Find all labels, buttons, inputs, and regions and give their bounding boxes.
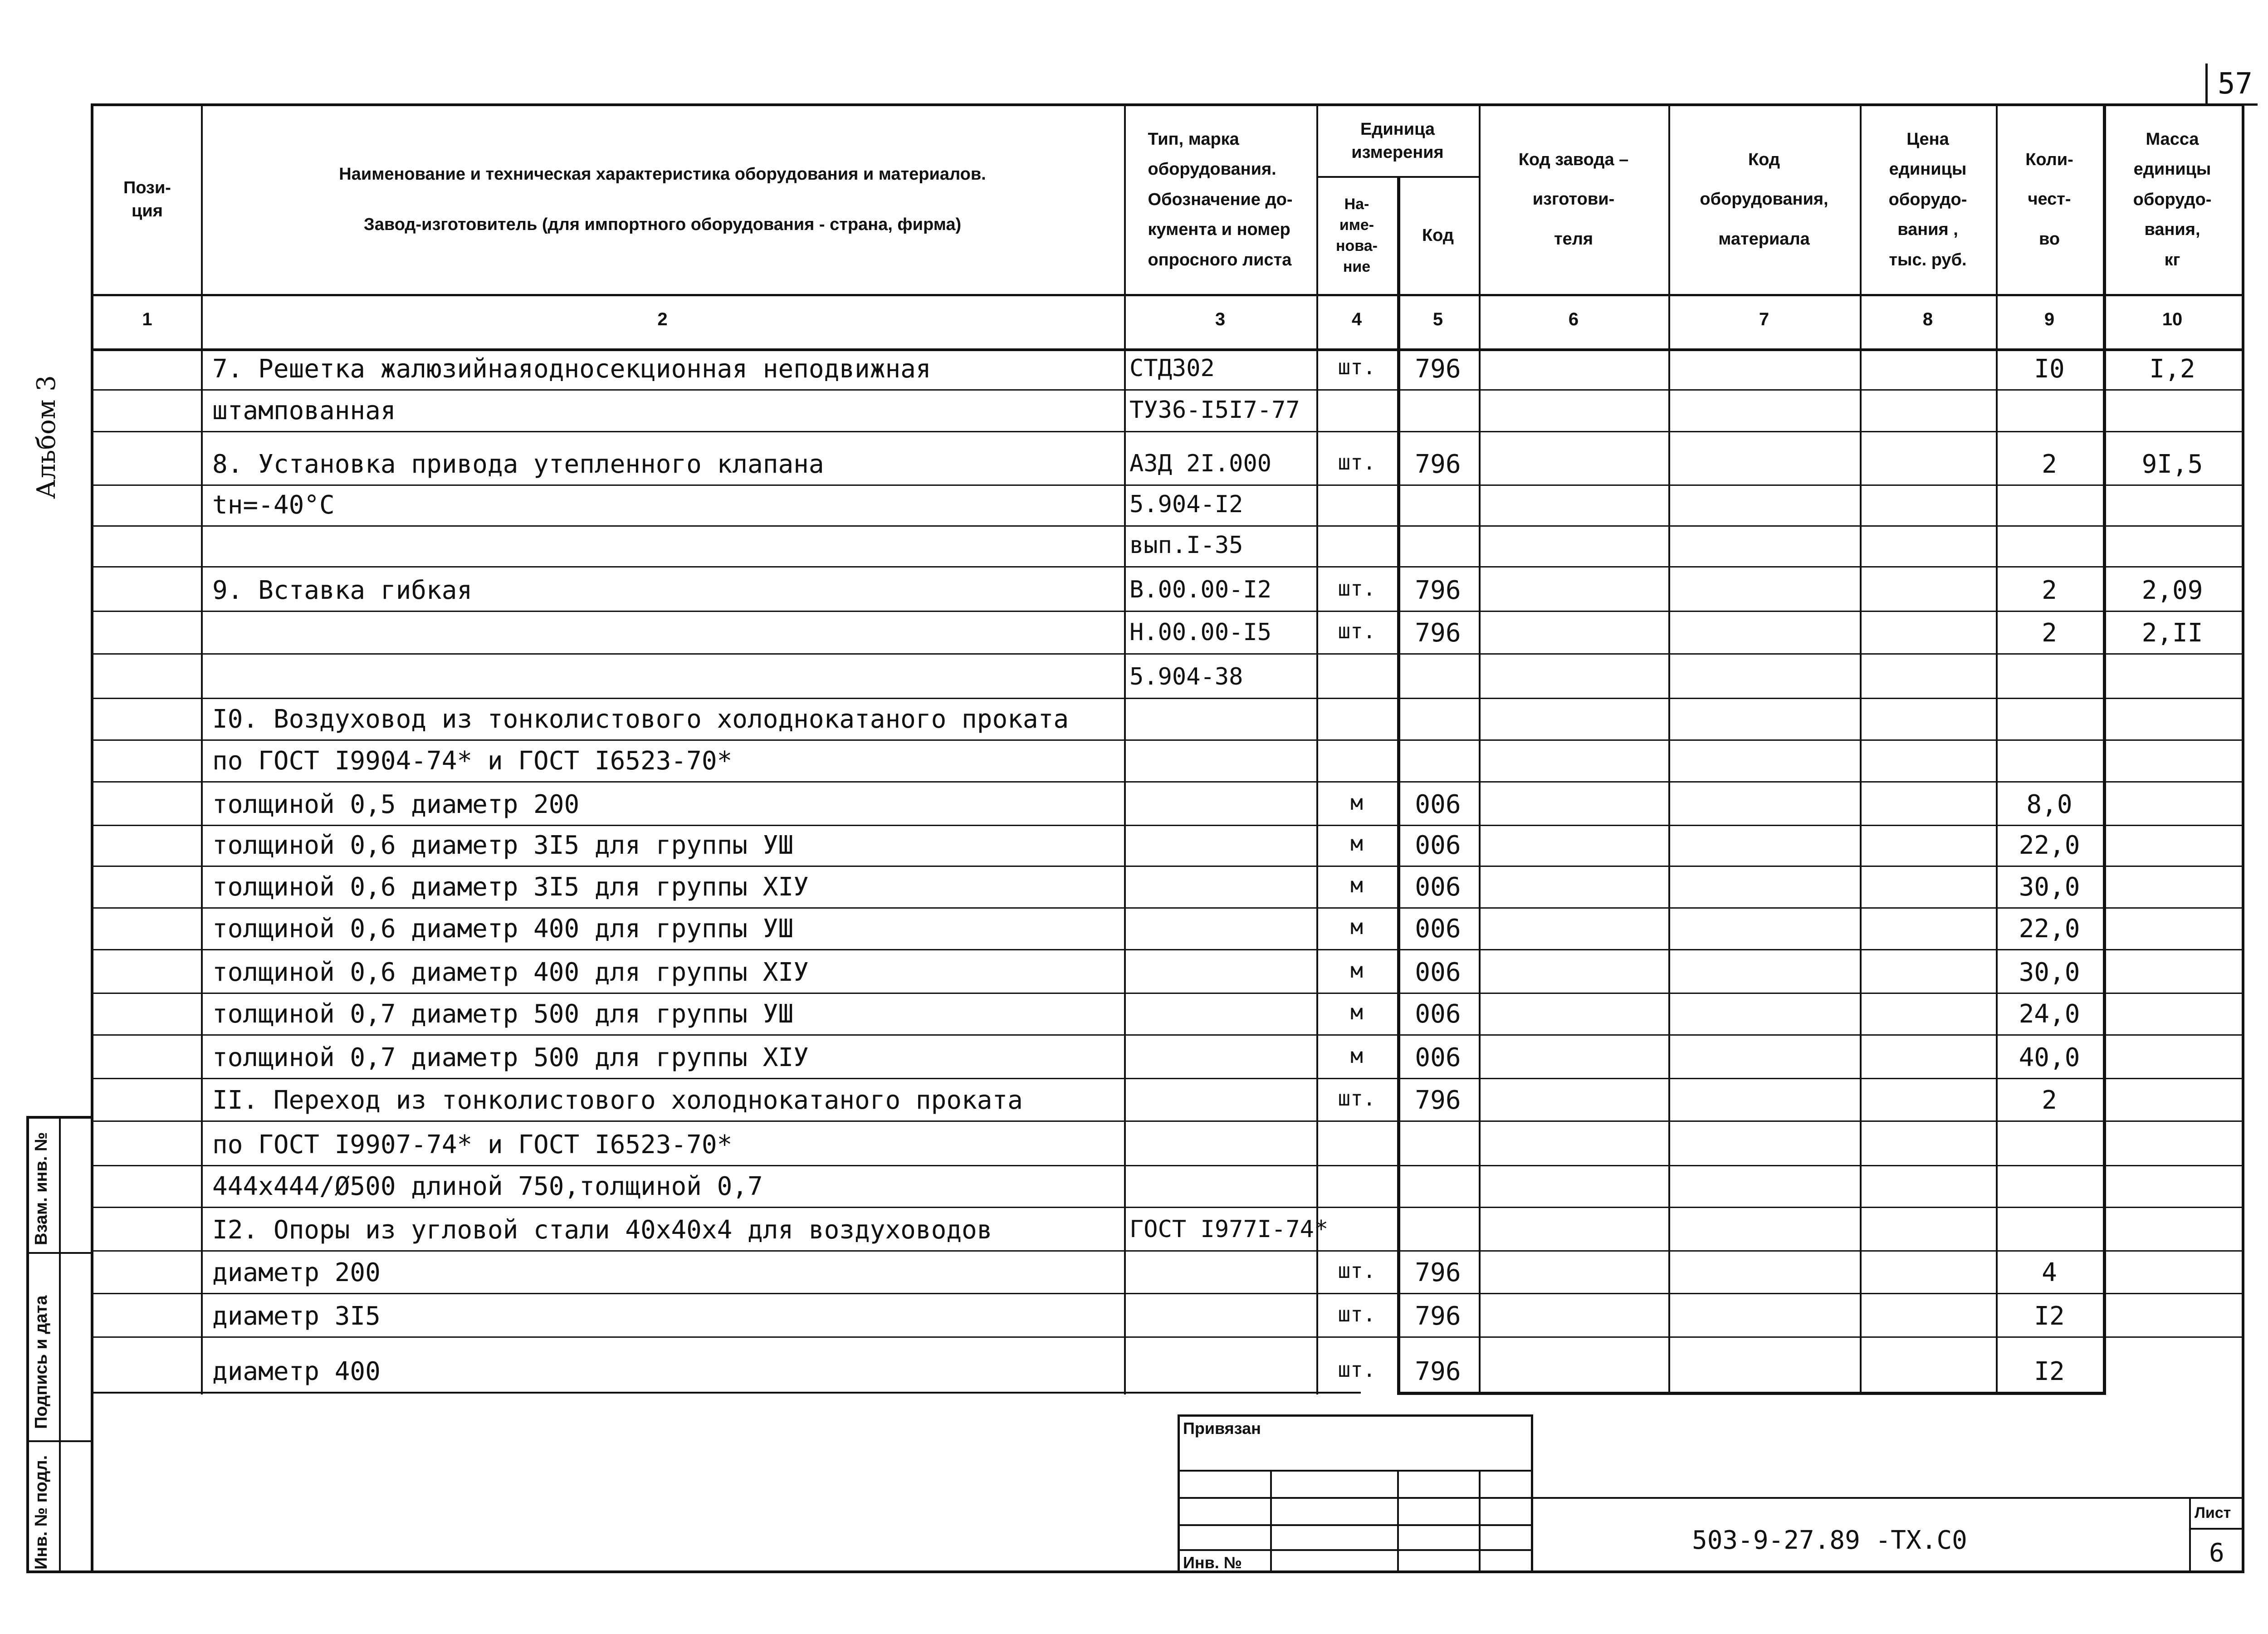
column-number-6: 6 <box>1568 309 1579 329</box>
row-type-designation: 5.904-I2 <box>1129 491 1243 518</box>
sheet-number: 6 <box>2209 1538 2224 1568</box>
row-type-designation: ТУ36-I5I7-77 <box>1129 396 1300 424</box>
row-quantity: I2 <box>2034 1301 2065 1331</box>
header-equipment-code: Код оборудования, материала <box>1700 150 1828 249</box>
row-quantity: 2 <box>2042 450 2057 479</box>
row-unit-code: 006 <box>1415 958 1461 987</box>
table-row <box>91 1293 2244 1336</box>
column-number-8: 8 <box>1922 309 1933 329</box>
album-label <box>32 375 61 499</box>
row-unit-name: м <box>1350 958 1363 983</box>
row-type-designation: СТД302 <box>1129 355 1215 382</box>
row-unit-mass: 9I,5 <box>2141 450 2203 479</box>
binding-strip-divider <box>59 1116 61 1573</box>
table-row <box>91 1336 2244 1392</box>
row-unit-code: 006 <box>1415 872 1461 902</box>
row-unit-name: шт. <box>1338 576 1376 601</box>
header-position: Пози- ция <box>123 178 171 220</box>
title-block-line <box>2189 1497 2191 1573</box>
header-name-line2: Завод-изготовитель (для импортного оборудования - страна, фирма) <box>363 215 962 234</box>
row-unit-code: 006 <box>1415 831 1461 860</box>
row-item-name: по ГОСТ I9904-74* и ГОСТ I6523-70* <box>212 746 733 776</box>
row-quantity: 22,0 <box>2019 831 2080 860</box>
row-unit-name: шт. <box>1338 1258 1376 1283</box>
row-item-name: толщиной 0,7 диаметр 500 для группы УШ <box>212 999 794 1029</box>
table-bottom-line-left <box>91 1392 1361 1394</box>
column-number-2: 2 <box>657 309 668 329</box>
row-item-name: толщиной 0,7 диаметр 500 для группы XIУ <box>212 1043 809 1072</box>
stamp-line <box>1270 1470 1272 1573</box>
row-unit-mass: I,2 <box>2149 354 2195 384</box>
corner-page-number-box <box>2205 64 2258 106</box>
stamp-inv-no-label: Инв. № <box>1183 1553 1242 1572</box>
column-number-10: 10 <box>2162 309 2183 329</box>
header-price: Цена единицы оборудо- вания , тыс. руб. <box>1888 129 1967 269</box>
row-item-name: диаметр 400 <box>212 1357 381 1386</box>
header-bottom-line <box>91 294 2244 296</box>
row-type-designation: вып.I-35 <box>1129 532 1243 559</box>
row-item-name: диаметр 200 <box>212 1258 381 1287</box>
row-unit-code: 796 <box>1415 576 1461 605</box>
row-unit-code: 796 <box>1415 1086 1461 1115</box>
row-item-name: I0. Воздуховод из тонколистового холоднокатаного проката <box>212 704 1069 734</box>
row-quantity: 2 <box>2042 1086 2057 1115</box>
row-unit-name: м <box>1350 831 1363 856</box>
row-item-name: 7. Решетка жалюзийнаяодносекционная неподвижная <box>212 354 931 384</box>
column-number-5: 5 <box>1432 309 1443 329</box>
row-unit-code: 796 <box>1415 618 1461 648</box>
row-unit-code: 796 <box>1415 1258 1461 1287</box>
column-number-1: 1 <box>142 309 152 329</box>
row-quantity: 40,0 <box>2019 1043 2080 1072</box>
row-type-designation: АЗД 2I.000 <box>1129 450 1272 477</box>
row-unit-name: м <box>1350 1000 1363 1024</box>
title-block-line <box>1533 1497 2244 1499</box>
row-unit-name: м <box>1350 1043 1363 1068</box>
row-item-name: диаметр 3I5 <box>212 1301 381 1331</box>
binding-strip-divider <box>26 1440 93 1442</box>
table-bottom-line <box>1397 1392 2106 1395</box>
row-unit-mass: 2,II <box>2141 618 2203 648</box>
row-type-designation: В.00.00-I2 <box>1129 576 1272 603</box>
row-item-name: I2. Опоры из угловой стали 40х40х4 для воздуховодов <box>212 1215 992 1245</box>
corner-page-number: 57 <box>2218 67 2253 101</box>
row-unit-code: 006 <box>1415 914 1461 944</box>
row-item-name: толщиной 0,6 диаметр 400 для группы XIУ <box>212 958 809 987</box>
column-number-7: 7 <box>1759 309 1769 329</box>
row-unit-name: шт. <box>1338 1086 1376 1111</box>
row-unit-name: шт. <box>1338 355 1376 379</box>
row-item-name: 8. Установка привода утепленного клапана <box>212 450 824 479</box>
header-type: Тип, марка оборудования. Обозначение до- кумента и номер опросного листа <box>1148 129 1293 269</box>
row-unit-code: 796 <box>1415 450 1461 479</box>
column-number-9: 9 <box>2044 309 2055 329</box>
row-unit-name: шт. <box>1338 1302 1376 1326</box>
binding-inv-podl: Инв. № подл. <box>32 1455 51 1570</box>
row-quantity: 22,0 <box>2019 914 2080 944</box>
row-unit-code: 006 <box>1415 790 1461 819</box>
row-item-name: tн=-40°С <box>212 490 335 520</box>
row-item-name: штампованная <box>212 396 396 426</box>
row-unit-name: м <box>1350 790 1363 815</box>
header-quantity: Коли- чест- во <box>2025 150 2073 249</box>
column-number-3: 3 <box>1215 309 1226 329</box>
stamp-line <box>1479 1470 1481 1573</box>
row-quantity: I2 <box>2034 1357 2065 1386</box>
row-unit-code: 006 <box>1415 999 1461 1029</box>
binding-signature-date: Подпись и дата <box>32 1295 51 1429</box>
row-unit-name: м <box>1350 873 1363 897</box>
sheet-label: Лист <box>2195 1504 2231 1521</box>
album-label-text: Альбом 3 <box>32 375 61 499</box>
binding-replaced-inv: Взам. инв. № <box>32 1132 51 1245</box>
row-type-designation: Н.00.00-I5 <box>1129 619 1272 646</box>
row-item-name: толщиной 0,6 диаметр 400 для группы УШ <box>212 914 794 944</box>
row-unit-code: 006 <box>1415 1043 1461 1072</box>
header-mass: Масса единицы оборудо- вания, кг <box>2133 129 2212 269</box>
row-quantity: 2 <box>2042 576 2057 605</box>
title-block-line <box>2189 1528 2244 1530</box>
row-item-name: II. Переход из тонколистового холоднокатаного проката <box>212 1086 1023 1115</box>
row-unit-code: 796 <box>1415 1301 1461 1331</box>
row-quantity: 30,0 <box>2019 872 2080 902</box>
header-unit-name: На- име- нова- ние <box>1336 196 1378 275</box>
row-unit-code: 796 <box>1415 1357 1461 1386</box>
document-code: 503-9-27.89 -ТХ.С0 <box>1692 1526 1967 1555</box>
column-number-4: 4 <box>1351 309 1362 329</box>
header-name <box>201 109 1124 290</box>
row-unit-name: шт. <box>1338 619 1376 643</box>
row-item-name: толщиной 0,6 диаметр 3I5 для группы XIУ <box>212 872 809 902</box>
row-item-name: по ГОСТ I9907-74* и ГОСТ I6523-70* <box>212 1130 733 1159</box>
header-unit-group: Единица измерения <box>1351 119 1444 162</box>
stamp-privyazan-label: Привязан <box>1183 1419 1261 1438</box>
row-quantity: I0 <box>2034 354 2065 384</box>
row-unit-mass: 2,09 <box>2141 576 2203 605</box>
row-item-name: 9. Вставка гибкая <box>212 576 473 605</box>
row-unit-name: шт. <box>1338 450 1376 475</box>
row-quantity: 30,0 <box>2019 958 2080 987</box>
row-unit-name: шт. <box>1338 1357 1376 1382</box>
row-quantity: 24,0 <box>2019 999 2080 1029</box>
row-item-name: толщиной 0,6 диаметр 3I5 для группы УШ <box>212 831 794 860</box>
row-item-name: 444х444/Ø500 длиной 750,толщиной 0,7 <box>212 1172 763 1201</box>
header-unit-code: Код <box>1422 226 1454 245</box>
header-name-line1: Наименование и техническая характеристика оборудования и материалов. <box>339 164 986 184</box>
row-item-name: толщиной 0,5 диаметр 200 <box>212 790 580 819</box>
row-unit-code: 796 <box>1415 354 1461 384</box>
table-row <box>91 1250 2244 1293</box>
row-quantity: 4 <box>2042 1258 2057 1287</box>
row-quantity: 8,0 <box>2026 790 2072 819</box>
binding-strip-divider <box>26 1252 93 1254</box>
header-factory-code: Код завода – изготови- теля <box>1518 150 1629 249</box>
stamp-line <box>1397 1470 1399 1573</box>
row-type-designation: 5.904-38 <box>1129 663 1243 690</box>
row-quantity: 2 <box>2042 618 2057 648</box>
row-type-designation: ГОСТ I977I-74* <box>1129 1216 1329 1243</box>
row-unit-name: м <box>1350 915 1363 939</box>
